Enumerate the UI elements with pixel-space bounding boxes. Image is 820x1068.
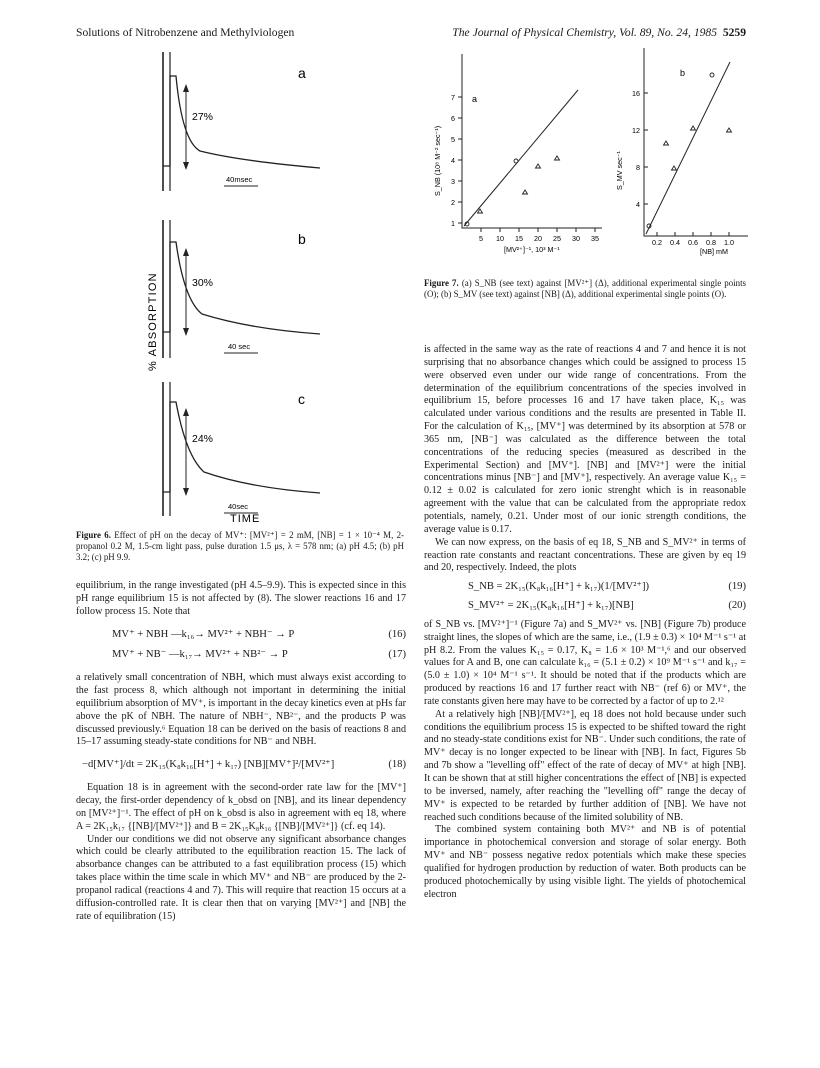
- equation-body: MV⁺ + NB⁻ —k₁₇→ MV²⁺ + NB²⁻ → P: [112, 649, 288, 661]
- figure-7a-label: a: [472, 94, 478, 104]
- paragraph: equilibrium, in the range investigated (pH 4.5–9.9). This is expected since in this pH range equilibrium 15 is not affected by (8). The slower reactions 16 and 17 follow process 15. Note that: [76, 580, 406, 617]
- tick-label: 1: [451, 219, 455, 228]
- panel-a-pct: 27%: [192, 111, 214, 123]
- figure-6-caption: [76, 530, 404, 563]
- paragraph: The combined system containing both MV²⁺ and NB is of potential importance in photochemical conversion and storage of solar energy. Both MV⁺ and NB⁻ possess negative redox potentials which make these species qualified for hydrogen production by reduction of water. Both products can be produced photochemically by using visible light. The yields of photochemical electron: [424, 824, 746, 900]
- tick-label: 0.4: [670, 238, 680, 247]
- figure-7a-triangles: [478, 156, 560, 213]
- figure-6-xlabel: TIME: [230, 513, 261, 525]
- tick-label: 20: [534, 234, 542, 243]
- panel-a-time: 40msec: [226, 175, 253, 184]
- equation-17: [112, 649, 406, 662]
- tick-label: 0.6: [688, 238, 698, 247]
- tick-label: 25: [553, 234, 561, 243]
- figure-7a-xticks: [479, 234, 599, 243]
- tick-label: 1.0: [724, 238, 734, 247]
- equation-number: (18): [388, 759, 406, 771]
- figure-7a-ylabel: S_NB (10⁸ M⁻² sec⁻¹): [433, 125, 442, 196]
- tick-label: 0.2: [652, 238, 662, 247]
- tick-label: 4: [451, 156, 455, 165]
- figure-7b-triangles: [664, 126, 732, 170]
- figure-6-caption-text: Effect of pH on the decay of MV⁺: [MV²⁺] = 2 mM, [NB] = 1 × 10⁻⁴ M, 2-propanol 0.2 M, 1.5-cm light pass, pulse duration 1.5 μs, λ = 578 nm; (a) pH 4.5; (b) pH 3.2; (c) pH 9.9.: [76, 530, 404, 562]
- tick-label: 35: [591, 234, 599, 243]
- tick-label: 4: [636, 200, 640, 209]
- figure-7a-fit-line: [464, 90, 578, 226]
- figure-6: [130, 46, 380, 528]
- panel-c-label: c: [298, 391, 305, 407]
- equation-number: (20): [728, 600, 746, 612]
- page-number: 5259: [722, 26, 746, 39]
- equation-16: [112, 629, 406, 642]
- figure-7a-yticks: [451, 93, 455, 228]
- tick-label: 10: [496, 234, 504, 243]
- figure-7-caption: [424, 278, 746, 300]
- left-column: [76, 580, 406, 923]
- equation-number: (19): [728, 581, 746, 593]
- tick-label: 3: [451, 177, 455, 186]
- figure-6-ylabel: % ABSORPTION: [147, 272, 159, 371]
- figure-6-panel-b: [163, 220, 320, 358]
- equation-18: [82, 759, 406, 772]
- equation-body: S_NB = 2K₁₅(K₈k₁₆[H⁺] + k₁₇)(1/[MV²⁺]): [468, 581, 650, 593]
- tick-label: 8: [636, 163, 640, 172]
- figure-7: [418, 48, 754, 274]
- figure-7b: [615, 48, 748, 256]
- panel-c-pct: 24%: [192, 433, 214, 445]
- tick-label: 30: [572, 234, 580, 243]
- paragraph: Equation 18 is in agreement with the second-order rate law for the [MV⁺] decay, the first-order dependency of k_obsd on [NB], and its linear dependency on [MV²⁺]⁻¹. The effect of pH on k_obsd is also in agreement with eq 18, where A = 2K₁₅k₁₇ {[NB]/[MV²⁺]} and B = 2K₁₅K₈k₁₆ {[NB]/[MV²⁺]} (cf. eq 14).: [76, 782, 406, 832]
- equation-20: [468, 600, 746, 613]
- figure-7b-label: b: [680, 68, 686, 78]
- tick-label: 5: [479, 234, 483, 243]
- figure-6-panel-c: [163, 382, 320, 516]
- paragraph: At a relatively high [NB]/[MV²⁺], eq 18 does not hold because under such conditions the equilibrium process 15 is expected to be shifted toward the right and no steady-state conditions exist for NB⁻. Under such conditions, the rate of MV⁺ decay is no longer expected to be linear with [NB]. In fact, Figures 5b and 7b show a "levelling off" effect of the rate of decay of MV⁺ at high [NB]. It can be shown that at still higher concentrations the effect of [NB] is expected to be inversed, namely, after reaching the "levelling off" range the decay of MV⁺ is expected to be retarded by further addition of [NB]. We have not reached such conditions because of the limited solubility of NB.: [424, 708, 746, 823]
- equation-body: MV⁺ + NBH —k₁₆→ MV²⁺ + NBH⁻ → P: [112, 628, 295, 640]
- equation-number: (16): [388, 628, 406, 640]
- right-column: [424, 344, 746, 901]
- tick-label: 6: [451, 114, 455, 123]
- figure-7b-ylabel: S_MV sec⁻¹: [615, 151, 624, 190]
- tick-label: 16: [632, 89, 640, 98]
- equation-19: [468, 581, 746, 594]
- paragraph: is affected in the same way as the rate of reactions 4 and 7 and hence it is not surprising that no absorbance changes which could be assigned to process 15 were observed even under our wide range of concentrations. From the determination of the equilibrium concentrations of the species involved in equilibrium 15, before processes 16 and 17 have taken place, K₁₅ was calculated under various conditions and the results are presented in Table II. For the calculation of K₁₅, [MV⁺] was determined by its absorption at 578 or 365 nm, [NB⁻] was calculated as the difference between the total concentrations of the reducing species (measured as described in the Experimental Section) and [MV⁺]. [NB] and [MV²⁺] were the initial concentrations minus [NB⁻] and [MV⁺], respectively. An average value K₁₅ = 0.12 ± 0.02 is calculated for zero ionic strenght which is in reasonable agreement with the value that can be calculated from the appropriate redox potentials, namely, 0.21. Under most of our ionic strength conditions, the average value is 0.17.: [424, 344, 746, 535]
- panel-b-pct: 30%: [192, 277, 214, 289]
- tick-label: 7: [451, 93, 455, 102]
- figure-7b-xticks: [652, 238, 734, 247]
- paragraph: Under our conditions we did not observe any significant absorbance changes which could be clearly attributed to the equilibration reaction 15. The lack of absorbance changes can be attributed to a fast equilibration process (15) which takes place within the time scale in which MV⁺ and NB⁻ are produced by the 2-propanol radical (reactions 4 and 7). This will require that reaction 15 occurs at a diffusion-controlled rate. It is clear then that on varying [MV²⁺] and [NB] the rate of equilibration (15): [76, 833, 406, 922]
- equation-body: S_MV²⁺ = 2K₁₅(K₈k₁₆[H⁺] + k₁₇)[NB]: [468, 600, 634, 612]
- equation-body: −d[MV⁺]/dt = 2K₁₅(K₈k₁₆[H⁺] + k₁₇) [NB][MV⁺]²/[MV²⁺]: [82, 759, 335, 771]
- figure-7a-circle-point: [514, 159, 518, 163]
- tick-label: 12: [632, 126, 640, 135]
- paragraph: We can now express, on the basis of eq 18, S_NB and S_MV²⁺ in terms of reaction rate constants and reactant concentrations. These are given by eq 19 and 20, respectively. Indeed, the plots: [424, 536, 746, 574]
- figure-7b-xlabel: [NB] mM: [700, 247, 728, 256]
- tick-label: 2: [451, 198, 455, 207]
- figure-7a-xlabel: [MV²⁺]⁻¹, 10³ M⁻¹: [504, 245, 560, 254]
- panel-b-label: b: [298, 231, 306, 247]
- figure-6-panel-a: [163, 52, 320, 191]
- figure-7b-circle-point: [710, 73, 714, 77]
- paragraph: a relatively small concentration of NBH, which must always exist according to the fast process 8, which although not important in determining the initial equilibrium absorption of MV⁺, is important in the decay kinetics even at pHs far above the pK of NBH. The nature of NBH⁻, NB²⁻, and the products P was discussed previously.⁶ Equation 18 can be derived on the basis of reactions 8 and 15–17 assuming steady-state conditions for NB⁻ and NBH.: [76, 672, 406, 748]
- equation-number: (17): [388, 649, 406, 661]
- paragraph: of S_NB vs. [MV²⁺]⁻¹ (Figure 7a) and S_MV²⁺ vs. [NB] (Figure 7b) produce straight lines, the slopes of which are the same, i.e., (1.9 ± 0.3) × 10⁴ M⁻¹ s⁻¹ at pH 8.2. From the values K₁₅ = 0.17, K₈ = 1.6 × 10³ M⁻¹,⁶ and our observed values for A and B, one can calculate k₁₆ = (5.1 ± 0.2) × 10⁹ M⁻¹ s⁻¹ and k₁₇ = (5.0 ± 1.0) × 10⁴ M⁻¹ s⁻¹. It should be noted that if the products which are produced by reactions 16 and 17 further react with NB⁻ (ref 6) or MV⁺, the rate constants given here may have to be corrected by a factor of up to 2.¹²: [424, 618, 746, 707]
- figure-7b-yticks: [632, 89, 640, 209]
- figure-7-caption-label: Figure 7.: [424, 278, 459, 288]
- figure-7-caption-text: (a) S_NB (see text) against [MV²⁺] (Δ), additional experimental single points (O); (b) S_MV (see text) against [NB] (Δ), additional experimental single points (O).: [424, 278, 746, 299]
- journal-citation: The Journal of Physical Chemistry, Vol. 89, No. 24, 1985: [452, 26, 718, 39]
- panel-c-time: 40sec: [228, 502, 249, 511]
- tick-label: 5: [451, 135, 455, 144]
- running-head-left: Solutions of Nitrobenzene and Methylviologen: [76, 26, 295, 39]
- figure-7b-fit-line: [646, 62, 730, 234]
- running-head-right: [452, 26, 746, 39]
- tick-label: 15: [515, 234, 523, 243]
- tick-label: 0.8: [706, 238, 716, 247]
- figure-6-caption-label: Figure 6.: [76, 530, 111, 540]
- panel-b-time: 40 sec: [228, 342, 251, 351]
- figure-7a: [433, 54, 602, 254]
- panel-a-label: a: [298, 65, 306, 81]
